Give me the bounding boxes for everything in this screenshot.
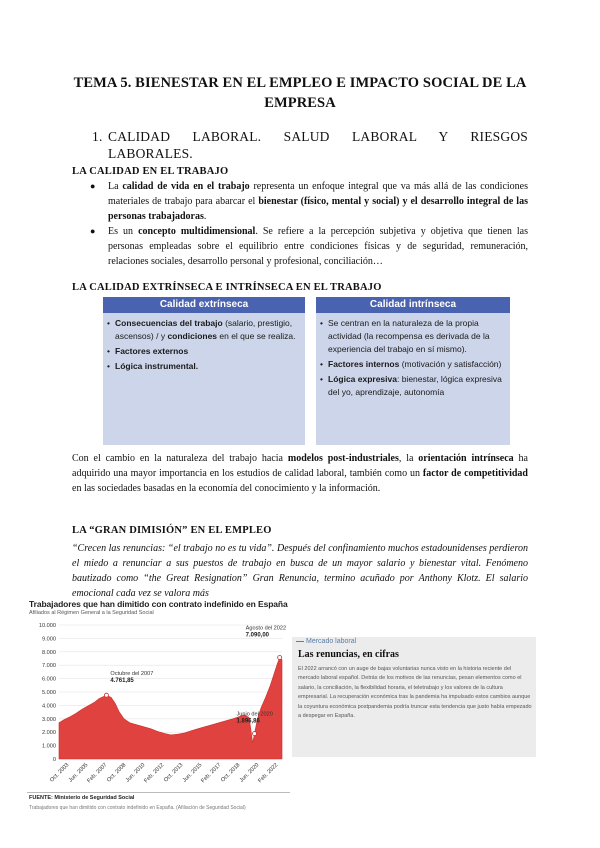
x-tick-label: Jun. 2020 (238, 762, 261, 784)
x-tick-label: Jun. 2015 (181, 762, 204, 784)
extrinsic-item: • Lógica instrumental. (107, 361, 199, 371)
section-number: 1. (92, 129, 103, 144)
y-tick-label: 5.000 (42, 690, 56, 696)
bullet-item-1: ● La calidad de vida en el trabajo representa un enfoque integral que va más allá de las condiciones materiales de trabajo para abarcar el bienestar (físico, mental y social) y el desarrollo integral de las personas trabajadoras. (90, 181, 528, 222)
x-tick-label: Jun. 2005 (67, 762, 90, 784)
chart-svg (27, 599, 290, 791)
section-heading-line1: CALIDAD LABORAL. SALUD LABORAL Y RIESGOS (108, 129, 528, 144)
y-tick-label: 6.000 (42, 676, 56, 683)
y-tick-label: 2.000 (42, 730, 56, 737)
chart-title: Trabajadores que han dimitido con contrato indefinido en España (29, 599, 288, 609)
intrinsic-item: • Lógica expresiva: bienestar, lógica expresiva del yo, aprendizaje, autonomía (320, 374, 502, 397)
x-tick-label: Feb. 2022 (257, 762, 280, 785)
annotation-value: 7.090,00 (245, 632, 270, 639)
x-tick-label: Feb. 2012 (143, 762, 166, 785)
heading-gran-dimision: LA “GRAN DIMISIÓN” EN EL EMPLEO (72, 525, 272, 536)
paragraph-cambio: Con el cambio en la naturaleza del trabajo hacia modelos post-industriales, la orientación intrínseca ha adquirido una mayor importancia en los estudios de calidad laboral, también como un factor de competitividad en las sociedades basadas en la economía del conocimiento y la información. (72, 453, 528, 494)
x-tick-label: Oct. 2003 (49, 762, 71, 784)
extrinsic-header: Calidad extrínseca (103, 297, 305, 313)
x-tick-label: Feb. 2017 (200, 762, 223, 785)
bullet-item-2: ● Es un concepto multidimensional. Se refiere a la percepción subjetiva y objetiva que tienen las personas empleadas sobre el equilibrio entre condiciones físicas y de seguridad, remuneración, relaciones sociales, desarrollo personal y profesional, conciliación… (90, 226, 529, 267)
x-tick-label: Feb. 2007 (86, 762, 109, 785)
y-tick-label: 1.000 (42, 743, 56, 750)
bullet-dot-icon: ● (90, 226, 96, 236)
y-tick-label: 0 (52, 757, 56, 763)
intrinsic-column (316, 297, 510, 445)
y-tick-label: 3.000 (42, 716, 56, 723)
news-side-panel (292, 637, 536, 757)
page-title: TEMA 5. BIENESTAR EN EL EMPLEO E IMPACTO SOCIAL DE LA EMPRESA (73, 75, 527, 111)
annotation-marker (252, 732, 256, 736)
x-tick-label: Jun. 2010 (124, 762, 147, 784)
chart-source: FUENTE: Ministerio de Seguridad Social (29, 795, 135, 801)
bullet-dot-icon: ● (90, 181, 96, 191)
chart-area-series (59, 658, 282, 760)
figure-divider (27, 792, 290, 793)
chart-note: Trabajadores que han dimitido con contrato indefinido en España. (Afiliación de Seguridad Social) (29, 805, 246, 811)
bullet-list-calidad (72, 179, 528, 269)
extrinsic-item: • Factores externos (107, 346, 189, 356)
annotation-label: Octubre del 2007 (110, 671, 154, 678)
panel-category: Mercado laboral (296, 638, 356, 645)
quality-diagram (103, 297, 510, 445)
annotation-label: Agosto del 2022 (245, 625, 287, 632)
chart-y-axis (39, 623, 56, 763)
annotation-marker (104, 693, 108, 697)
y-tick-label: 7.000 (42, 663, 56, 670)
intrinsic-header: Calidad intrínseca (316, 297, 510, 313)
extrinsic-item: • Consecuencias del trabajo (salario, prestigio, ascensos) / y condiciones en el que se realiza. (107, 318, 296, 341)
heading-calidad-trabajo: LA CALIDAD EN EL TRABAJO (72, 166, 229, 177)
x-tick-label: Oct. 2018 (220, 762, 242, 784)
section-heading-1 (92, 128, 528, 162)
annotation-value: 1.896,86 (236, 718, 260, 725)
intrinsic-item: • Factores internos (motivación y satisfacción) (320, 359, 502, 369)
section-heading-line2: LABORALES. (108, 146, 193, 161)
x-tick-label: Oct. 2013 (163, 762, 185, 784)
chart-subtitle: Afiliados al Régimen General a la Seguridad Social (29, 610, 154, 616)
annotation-label: Junio del 2020 (236, 711, 273, 718)
y-tick-label: 10.000 (38, 623, 56, 629)
y-tick-label: 8.000 (42, 649, 56, 656)
extrinsic-column (103, 297, 305, 445)
quote-paragraph: “Crecen las renuncias: “el trabajo no es tu vida”. Después del confinamiento muchos estadounidenses perdieron el miedo a renunciar a sus puestos de trabajo en busca de un mayor salario y bienestar vital. Fenómeno bautizado como “the Great Resignation” Gran Renuncia, termino acuñado por Anthony Klotz. El salario emocional cada vez se valora más (72, 543, 528, 599)
heading-calidad-extrinseca: LA CALIDAD EXTRÍNSECA E INTRÍNSECA EN EL TRABAJO (72, 282, 382, 293)
annotation-value: 4.761,85 (110, 678, 134, 685)
chart-figure (27, 599, 290, 819)
x-tick-label: Oct. 2008 (106, 762, 128, 784)
chart-x-axis (49, 762, 279, 784)
y-tick-label: 4.000 (42, 703, 56, 710)
y-tick-label: 9.000 (42, 636, 56, 643)
panel-body: El 2022 arrancó con un auge de bajas voluntarias nunca visto en la historia reciente del mercado laboral español. Detrás de los motivos de las renuncias, pesan elementos como el salario, la conciliación, la flexibilidad horaria, el teletrabajo y los valores de la cultura empresarial. La recuperación económica tras la pandemia ha impulsado estos cambios aunque la coyuntura económica postpandemia podría truncar esta tendencia que justo había empezado a despegar en España. (298, 666, 532, 720)
panel-title: Las renuncias, en cifras (298, 649, 399, 660)
intrinsic-item: • Se centran en la naturaleza de la propia actividad (la recompensa es derivada de la experiencia del trabajo en sí mismo). (320, 318, 490, 354)
annotation-marker (278, 655, 282, 659)
